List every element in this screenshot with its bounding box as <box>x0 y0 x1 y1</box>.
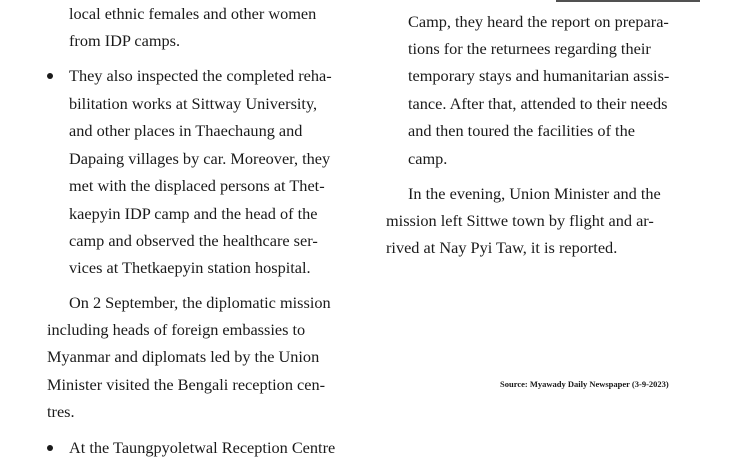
paragraph-line: including heads of foreign embassies to <box>47 320 306 339</box>
paragraph-line: tres. <box>47 402 75 421</box>
bullet-tail-line: Camp, they heard the report on prepara- <box>408 12 669 31</box>
bullet-tail-line: temporary stays and humanitarian assis- <box>408 66 670 85</box>
bullet2-line: and other places in Thaechaung and <box>69 121 303 140</box>
bullet2-line: Dapaing villages by car. Moreover, they <box>69 149 331 168</box>
bullet1-line: local ethnic females and other women <box>69 4 317 23</box>
bullet2-line: bilitation works at Sittway University, <box>69 94 318 113</box>
bullet3-line: At the Taungpyoletwal Reception Centre <box>69 438 336 457</box>
paragraph-line: Minister visited the Bengali reception cen- <box>47 375 326 394</box>
bullet2-line: They also inspected the completed reha- <box>69 66 332 85</box>
bullet-dot <box>47 445 53 451</box>
bullet2-line: vices at Thetkaepyin station hospital. <box>69 258 311 277</box>
bullet-tail-line: and then toured the facilities of the <box>408 121 635 140</box>
bullet2-line: kaepyin IDP camp and the head of the <box>69 204 318 223</box>
bullet-tail-line: camp. <box>408 149 448 168</box>
bullet-tail-line: tance. After that, attended to their needs <box>408 94 668 113</box>
bullet-tail-line: tions for the returnees regarding their <box>408 39 651 58</box>
clipped-text-fragment <box>556 0 700 5</box>
paragraph-line: mission left Sittwe town by flight and ar- <box>386 211 654 230</box>
paragraph-line: In the evening, Union Minister and the <box>408 184 661 203</box>
bullet2-line: met with the displaced persons at Thet- <box>69 176 325 195</box>
source-citation: Source: Myawady Daily Newspaper (3-9-2023) <box>500 379 669 389</box>
paragraph-line: On 2 September, the diplomatic mission <box>69 293 331 312</box>
paragraph-line: Myanmar and diplomats led by the Union <box>47 347 320 366</box>
paragraph-line: rived at Nay Pyi Taw, it is reported. <box>386 238 618 257</box>
bullet-dot <box>47 73 53 79</box>
bullet1-line: from IDP camps. <box>69 31 181 50</box>
bullet2-line: camp and observed the healthcare ser- <box>69 231 318 250</box>
